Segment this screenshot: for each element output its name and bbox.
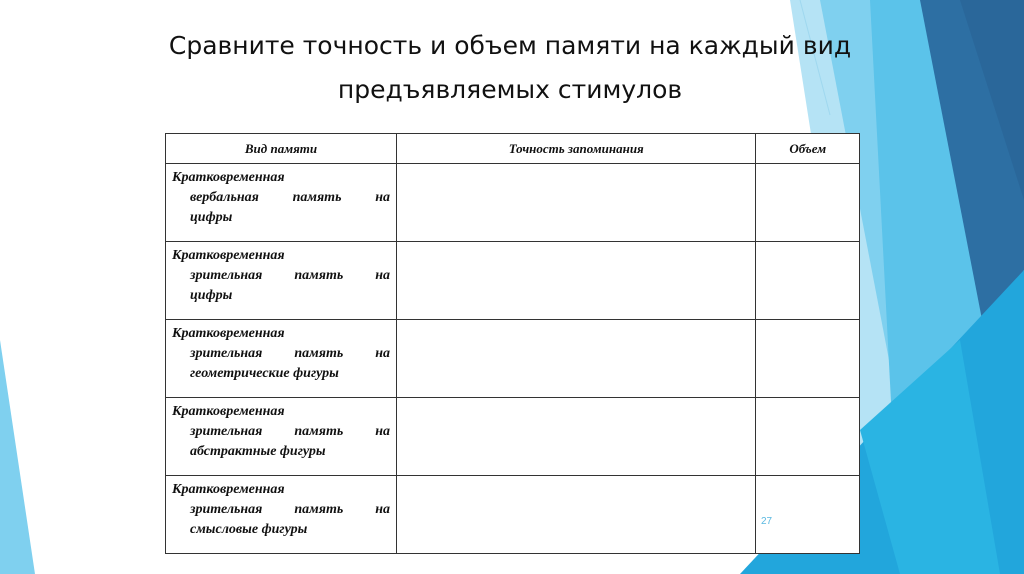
cell-line: цифры — [190, 288, 233, 303]
memory-type-cell — [166, 164, 397, 242]
cell-line: смысловые фигуры — [190, 522, 308, 537]
cell-line: Кратковременная — [172, 482, 285, 497]
cell-line: абстрактные фигуры — [190, 444, 326, 459]
page-number: 27 — [761, 516, 773, 527]
cell-line: зрительная память на — [190, 268, 390, 283]
table-row — [166, 476, 860, 554]
accuracy-cell[interactable] — [397, 164, 756, 242]
cell-line: зрительная память на — [190, 424, 390, 439]
cell-line: Кратковременная — [172, 404, 285, 419]
cell-line: зрительная память на — [190, 346, 390, 361]
accuracy-cell[interactable] — [397, 398, 756, 476]
memory-type-cell — [166, 398, 397, 476]
header-volume: Объем — [756, 134, 860, 164]
bg-shape-left — [0, 340, 35, 574]
header-accuracy: Точность запоминания — [397, 134, 756, 164]
table-row — [166, 242, 860, 320]
volume-cell[interactable] — [756, 398, 860, 476]
memory-type-cell — [166, 476, 397, 554]
table-header-row — [166, 134, 860, 164]
cell-line: геометрические фигуры — [190, 366, 339, 381]
cell-line: Кратковременная — [172, 170, 285, 185]
volume-cell[interactable] — [756, 476, 860, 554]
memory-type-cell — [166, 320, 397, 398]
memory-type-cell — [166, 242, 397, 320]
accuracy-cell[interactable] — [397, 476, 756, 554]
accuracy-cell[interactable] — [397, 320, 756, 398]
table-row — [166, 164, 860, 242]
volume-cell[interactable] — [756, 242, 860, 320]
cell-line: вербальная память на — [190, 190, 390, 205]
slide-title-line1: Сравните точность и объем памяти на каждый вид — [168, 31, 852, 60]
cell-line: зрительная память на — [190, 502, 390, 517]
comparison-table — [165, 133, 860, 554]
volume-cell[interactable] — [756, 320, 860, 398]
accuracy-cell[interactable] — [397, 242, 756, 320]
slide-title-line2: предъявляемых стимулов — [337, 75, 683, 104]
volume-cell[interactable] — [756, 164, 860, 242]
table-row — [166, 398, 860, 476]
cell-line: Кратковременная — [172, 248, 285, 263]
cell-line: Кратковременная — [172, 326, 285, 341]
table-row — [166, 320, 860, 398]
cell-line: цифры — [190, 210, 233, 225]
header-memory-type: Вид памяти — [166, 134, 397, 164]
